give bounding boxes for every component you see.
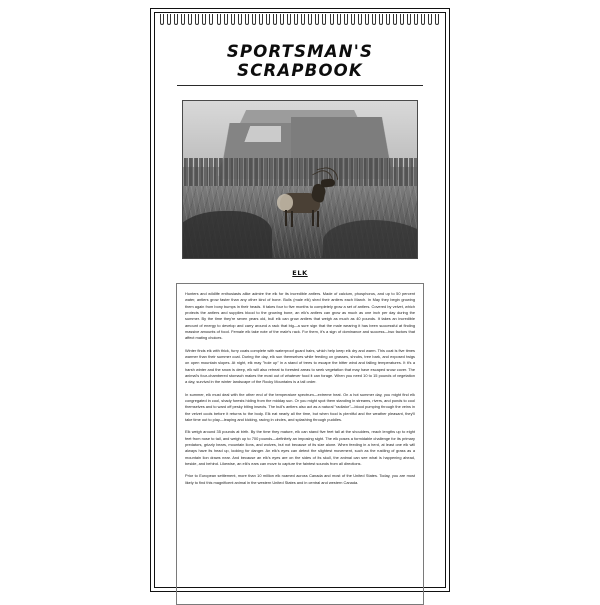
binding-coil-icon bbox=[287, 14, 291, 25]
binding-coil-icon bbox=[160, 14, 164, 25]
page-content bbox=[160, 30, 440, 582]
article-text-box bbox=[176, 283, 424, 605]
photo-foreground-brush-right bbox=[323, 220, 418, 259]
binding-coil-icon bbox=[252, 14, 256, 25]
binding-coil-icon bbox=[280, 14, 284, 25]
binding-coil-icon bbox=[238, 14, 242, 25]
binding-coil-icon bbox=[266, 14, 270, 25]
binding-coil-icon bbox=[167, 14, 171, 25]
binding-coil-icon bbox=[181, 14, 185, 25]
binding-coil-icon bbox=[315, 14, 319, 25]
article-paragraph: Prior to European settlement, more than 10 million elk roamed across Canada and most of the United States. Today, you are most likely to find this magnificent animal in the western United States and in central and western Canada. bbox=[185, 473, 415, 485]
elk-leg bbox=[317, 211, 320, 227]
elk-photograph bbox=[182, 100, 418, 259]
page-title-area bbox=[160, 42, 440, 86]
binding-coil-icon bbox=[195, 14, 199, 25]
binding-coil-icon bbox=[217, 14, 221, 25]
binding-coil-icon bbox=[421, 14, 425, 25]
article-paragraph: Elk weigh around 35 pounds at birth. By the time they mature, elk can stand five feet tall at the shoulders, reach lengths up to eight feet from nose to tail, and weigh up to 700 pounds—definitely an imposing sight. The elk poses a formidable challenge for its primary predators, grizzly bears, mountain lions, and wolves, but not because of its size alone. When feeding in a herd, at least one elk will always have its head up, looking for danger. An elk's eyes can detect the slightest movement, such as the rustling of grass as a mountain lion draws near. And because an elk's eyes are on the sides of its skull, the animal can see what is happening ahead, beside, and behind. Likewise, an elk's ears can move to capture the faintest sounds from all directions. bbox=[185, 429, 415, 466]
article-paragraph: In summer, elk must deal with the other end of the temperature spectrum—extreme heat. On a hot summer day, you might find elk congregated in cool, shady forests hiding from the midday sun. Or you might spot them standing in streams, rivers, and ponds to cool themselves and to ward off pesky biting insects. The bull's antlers also act as a natural "radiator"—blood pumping through the veins in the velvet cools before it returns to the body. Elk eat nearly all the time, but when food is plentiful and the weather pleasant, they'll take time out to play—leaping and kicking, racing in circles, and splashing through puddles. bbox=[185, 391, 416, 422]
elk-rump-patch bbox=[277, 194, 293, 211]
binding-coil-icon bbox=[301, 14, 305, 25]
elk-leg bbox=[312, 210, 315, 226]
binding-coil-icon bbox=[372, 14, 376, 25]
binding-coil-icon bbox=[224, 14, 228, 25]
title-divider bbox=[177, 85, 423, 86]
binding-coil-icon bbox=[435, 14, 439, 25]
binding-coil-icon bbox=[344, 14, 348, 25]
binding-coil-icon bbox=[245, 14, 249, 25]
article-paragraph: Winter finds elk with thick, furry coats complete with waterproof guard hairs, which help keep elk dry and warm. This coat is five times warmer than their summer coat. During the day, elk sun themselves while feeding on grasses, shrubs, tree bark, and exposed twigs on open mountain slopes. At night, elk may "hole up" in a stand of trees to escape the bitter wind and falling temperatures. It it's a harsh winter and the snow is deep, elk will also retreat to forested areas to seek vegetation that may have escaped snow cover. The animal's four-chambered stomach makes the most out of whatever food it can forage. When you need 10 to 15 pounds of vegetation a day, survival in the winter landscape of the Rocky Mountains is a tall order. bbox=[185, 347, 415, 385]
binding-coil-icon bbox=[351, 14, 355, 25]
binding-coil-icon bbox=[188, 14, 192, 25]
elk-leg bbox=[291, 211, 294, 227]
binding-coil-icon bbox=[273, 14, 277, 25]
binding-coil-icon bbox=[294, 14, 298, 25]
elk-leg bbox=[285, 210, 288, 226]
binding-coil-icon bbox=[428, 14, 432, 25]
binding-coil-icon bbox=[202, 14, 206, 25]
binding-coil-icon bbox=[386, 14, 390, 25]
binding-coil-icon bbox=[308, 14, 312, 25]
photo-caption: ELK bbox=[292, 269, 308, 277]
binding-coil-icon bbox=[337, 14, 341, 25]
binding-coil-icon bbox=[379, 14, 383, 25]
article-paragraph: Hunters and wildlife enthusiasts alike admire the elk for its incredible antlers. Made of calcium, phosphorus, and up to 50 percent water, antlers grow faster than any other kind of bone. Bulls (male elk) shed their antlers each March. In May they begin growing them again from bony bumps in their heads. It takes four to five months to completely grow a set of antlers. Covered by velvet, which protects the antlers and supplies blood to the growing bone, an elk's antlers can grow as much as one inch per day during the summer. By the time they're seven years old, bull elk can grow antlers that weigh as much as 40 pounds. It takes an incredible amount of energy to develop and carry around a rack that big—a sure sign that the male wearing it has been successful at finding massive amounts of food. Female elk take note of the male's rack. For them, it's a sign of dominance and success—two factors that affect mating choices. bbox=[185, 291, 415, 341]
binding-coil-icon bbox=[330, 14, 334, 25]
binding-coil-icon bbox=[414, 14, 418, 25]
binding-coil-icon bbox=[365, 14, 369, 25]
binding-coil-icon bbox=[400, 14, 404, 25]
binding-coil-icon bbox=[259, 14, 263, 25]
binding-coil-icon bbox=[407, 14, 411, 25]
bull-elk-icon bbox=[272, 173, 336, 227]
binding-coil-icon bbox=[174, 14, 178, 25]
spiral-binding bbox=[158, 14, 442, 26]
binding-coil-icon bbox=[231, 14, 235, 25]
page-title: SPORTSMAN'S SCRAPBOOK bbox=[226, 42, 374, 80]
binding-coil-icon bbox=[322, 14, 326, 25]
binding-coil-icon bbox=[358, 14, 362, 25]
photo-foreground-brush-left bbox=[182, 211, 272, 259]
binding-coil-icon bbox=[393, 14, 397, 25]
photo-snow-patch bbox=[220, 126, 281, 142]
binding-coil-icon bbox=[209, 14, 213, 25]
